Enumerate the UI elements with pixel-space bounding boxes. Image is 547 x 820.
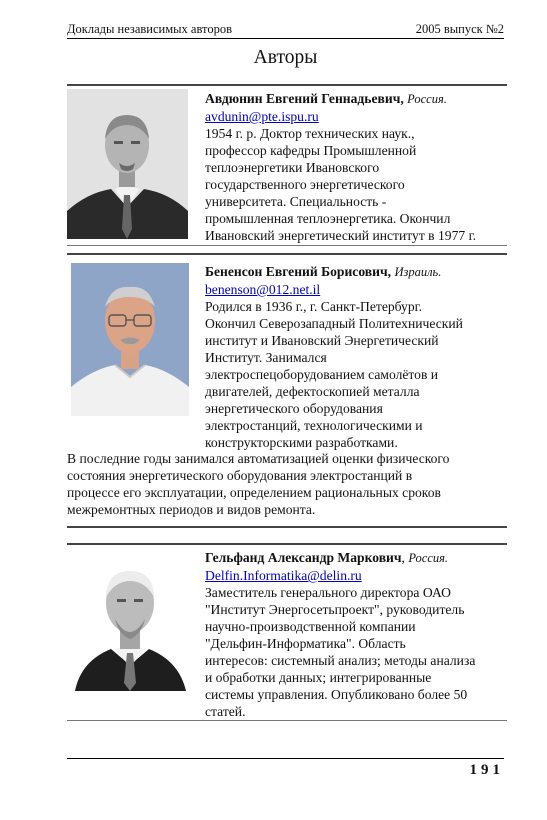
author-3-top-rule (67, 543, 507, 545)
bio-line: электроспецоборудованием самолётов и (205, 367, 439, 382)
page-number: 191 (469, 762, 504, 778)
bio-line: интересов: системный анализ; методы анализа (205, 653, 476, 668)
bio-line: двигателей, дефектоскопией металла (205, 384, 420, 399)
bio-line: научно-производственной компании (205, 619, 416, 634)
author-1-email-link[interactable]: avdunin@pte.ispu.ru (205, 109, 319, 124)
bio-line: состояния энергетического оборудования электростанций в (67, 468, 413, 483)
author-3-photo (67, 549, 194, 691)
bio-line: межремонтных периодов и видов ремонта. (67, 502, 316, 517)
bio-line: промышленная теплоэнергетика. Окончил (205, 211, 451, 226)
author-3-bottom-rule (67, 720, 507, 721)
bio-line: системы управления. Опубликовано более 50 (205, 687, 468, 702)
author-2-email-link[interactable]: benenson@012.net.il (205, 282, 321, 297)
bio-line: университета. Специальность - (205, 194, 387, 209)
author-1-bottom-rule (67, 245, 507, 246)
author-3-country: Россия. (408, 551, 449, 565)
author-3-info: Гельфанд Александр Маркович, Россия. Delfin.Informatika@delin.ru Заместитель генерального директора ОАО "Институт Энергосетьпроект", руководитель научно-производственной компании "Дельфин-Информатика". Область интересов: системный анализ; методы анализа и обработки данных; интегрированные системы управления. Опубликовано более 50 статей. (205, 549, 507, 720)
author-1-photo (67, 89, 188, 239)
bio-line: государственного энергетического (205, 177, 405, 192)
bio-line: электростанций, технологическими и (205, 418, 423, 433)
author-3-name: Гельфанд Александр Маркович (205, 550, 402, 565)
author-2-top-rule (67, 253, 507, 255)
running-header (67, 21, 504, 37)
bio-line: Институт. Занимался (205, 350, 327, 365)
author-1-top-rule (67, 84, 507, 86)
author-2-country: Израиль. (394, 265, 442, 279)
bio-line: Родился в 1936 г., г. Санкт-Петербург. (205, 299, 423, 314)
author-2-bio-continued (67, 450, 507, 518)
author-3-email-link[interactable]: Delfin.Informatika@delin.ru (205, 568, 362, 583)
bio-line: и обработки данных; интегрированные (205, 670, 432, 685)
issue-label: 2005 выпуск №2 (415, 22, 504, 36)
author-2-bottom-rule (67, 526, 507, 528)
bio-line: "Дельфин-Информатика". Область (205, 636, 406, 651)
author-1-name: Авдюнин Евгений Геннадьевич, (205, 91, 404, 106)
bio-line: теплоэнергетики Ивановского (205, 160, 380, 175)
bio-line: профессор кафедры Промышленной (205, 143, 417, 158)
bio-line: институт и Ивановский Энергетический (205, 333, 439, 348)
footer-divider (67, 758, 504, 759)
bio-line: конструкторскими разработками. (205, 435, 398, 450)
page-title: Авторы (253, 47, 318, 68)
author-2-info (205, 263, 507, 451)
bio-line: 1954 г. р. Доктор технических наук., (205, 126, 415, 141)
bio-line: процессе его эксплуатации, определением рациональных сроков (67, 485, 441, 500)
bio-line: Ивановский энергетический институт в 1977 г. (205, 228, 477, 243)
bio-line: Заместитель генерального директора ОАО (205, 585, 451, 600)
journal-title: Доклады независимых авторов (67, 22, 232, 36)
bio-line: В последние годы занимался автоматизацией оценки физического (67, 451, 450, 466)
bio-line: статей. (205, 704, 246, 719)
author-2-name: Бененсон Евгений Борисович, (205, 264, 392, 279)
header-divider (67, 38, 504, 39)
author-2-photo (71, 263, 189, 416)
bio-line: энергетического оборудования (205, 401, 383, 416)
author-1-info (205, 90, 507, 244)
bio-line: "Институт Энергосетьпроект", руководитель (205, 602, 465, 617)
author-1-country: Россия. (407, 92, 447, 106)
bio-line: Окончил Северозападный Политехнический (205, 316, 463, 331)
